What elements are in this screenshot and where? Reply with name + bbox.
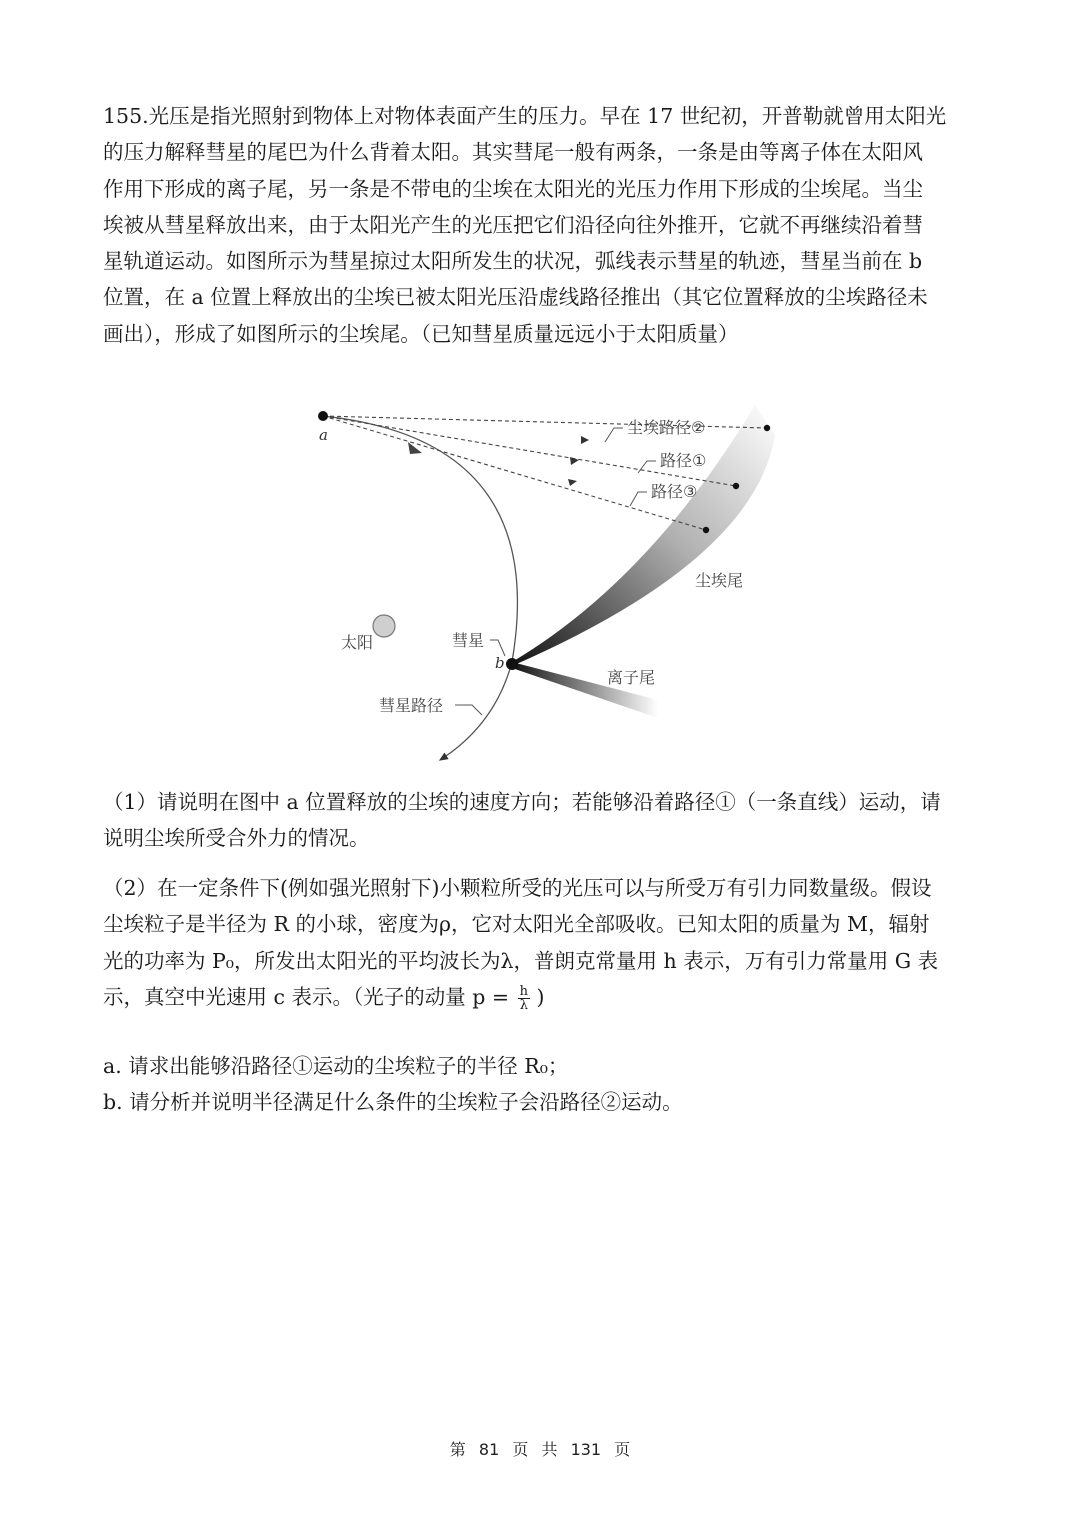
footer-ye: 页: [512, 1440, 529, 1459]
intro-line: 位置，在 a 位置上释放出的尘埃已被太阳光压沿虚线路径推出（其它位置释放的尘埃路径未: [103, 285, 928, 310]
dust-path-2-label: 尘埃路径②: [627, 418, 706, 437]
path-3-label: 路径③: [651, 482, 698, 501]
q2-line: 尘埃粒子是半径为 R 的小球，密度为ρ，它对太阳光全部吸收。已知太阳的质量为 M，辐射: [103, 912, 930, 937]
q2-last-line: [103, 979, 983, 1015]
comet-diagram: [300, 400, 800, 780]
sun-icon: [373, 615, 395, 637]
path-1-leader: [638, 461, 656, 473]
question-2: [103, 870, 983, 1015]
point-a-label: a: [319, 426, 328, 444]
path-3-leader: [630, 492, 647, 506]
problem-intro: [103, 98, 983, 352]
path-3-arrow: [568, 479, 577, 486]
point-b-label: b: [495, 654, 505, 672]
point-a-marker: [318, 411, 328, 421]
fraction-numerator: h: [519, 983, 529, 999]
intro-line: 画出），形成了如图所示的尘埃尾。（已知彗星质量远远小于太阳质量）: [103, 321, 739, 346]
path-1-label: 路径①: [660, 451, 707, 470]
dust-path-2-leader: [605, 428, 623, 442]
orbit-direction-arrow: [408, 442, 422, 454]
intro-line: 星轨道运动。如图所示为彗星掠过太阳所发生的状况，弧线表示彗星的轨迹，彗星当前在 b: [103, 249, 923, 274]
part-b: b. 请分析并说明半径满足什么条件的尘埃粒子会沿路径②运动。: [103, 1090, 683, 1115]
intro-line: 作用下形成的离子尾，另一条是不带电的尘埃在太阳光的光压力作用下形成的尘埃尾。当尘: [103, 176, 923, 201]
part-a: a. 请求出能够沿路径①运动的尘埃粒子的半径 R₀；: [103, 1054, 569, 1078]
q2-line: 光的功率为 P₀，所发出太阳光的平均波长为λ，普朗克常量用 h 表示，万有引力常量用 G 表: [103, 948, 939, 973]
footer-total-pages: 131: [570, 1440, 602, 1459]
q1-line: 说明尘埃所受合外力的情况。: [103, 826, 370, 851]
question-1: [103, 784, 983, 857]
dust-dot-1: [733, 483, 739, 489]
page-footer: [0, 1437, 1080, 1460]
intro-line: 埃被从彗星释放出来，由于太阳光产生的光压把它们沿径向往外推开，它就不再继续沿着彗: [103, 212, 923, 237]
intro-line: 的压力解释彗星的尾巴为什么背着太阳。其实彗尾一般有两条，一条是由等离子体在太阳风: [103, 140, 923, 165]
photon-momentum-fraction: [518, 985, 530, 1012]
dust-dot-3: [703, 527, 709, 533]
comet-path-leader: [455, 705, 482, 715]
footer-di: 第: [449, 1440, 466, 1459]
footer-page-number: 81: [478, 1440, 500, 1459]
path-2-arrow: [581, 436, 589, 444]
comet-path-label: 彗星路径: [379, 696, 444, 715]
intro-line: 155.光压是指光照射到物体上对物体表面产生的压力。早在 17 世纪初，开普勒就曾用太阳光: [103, 104, 947, 128]
sun-label: 太阳: [341, 633, 374, 652]
q2-line: （2）在一定条件下(例如强光照射下)小颗粒所受的光压可以与所受万有引力同数量级。假设: [103, 876, 932, 900]
comet-label: 彗星: [452, 631, 485, 650]
ion-tail-label: 离子尾: [607, 668, 656, 687]
footer-gong: 共: [541, 1440, 558, 1459]
dust-tail-shape: [512, 405, 775, 666]
comet-diagram-svg: [300, 400, 800, 780]
q1-line: （1）请说明在图中 a 位置释放的尘埃的速度方向；若能够沿着路径①（一条直线）运动，请: [103, 790, 941, 814]
q2-last-suffix: ): [536, 984, 545, 1009]
fraction-denominator: λ: [519, 997, 528, 1013]
sub-questions: [103, 1048, 983, 1121]
dust-dot-2: [764, 425, 770, 431]
dust-tail-label: 尘埃尾: [695, 571, 744, 590]
comet-head: [506, 658, 518, 670]
q2-last-prefix: 示，真空中光速用 c 表示。（光子的动量 p =: [103, 984, 510, 1009]
footer-ye2: 页: [614, 1440, 631, 1459]
